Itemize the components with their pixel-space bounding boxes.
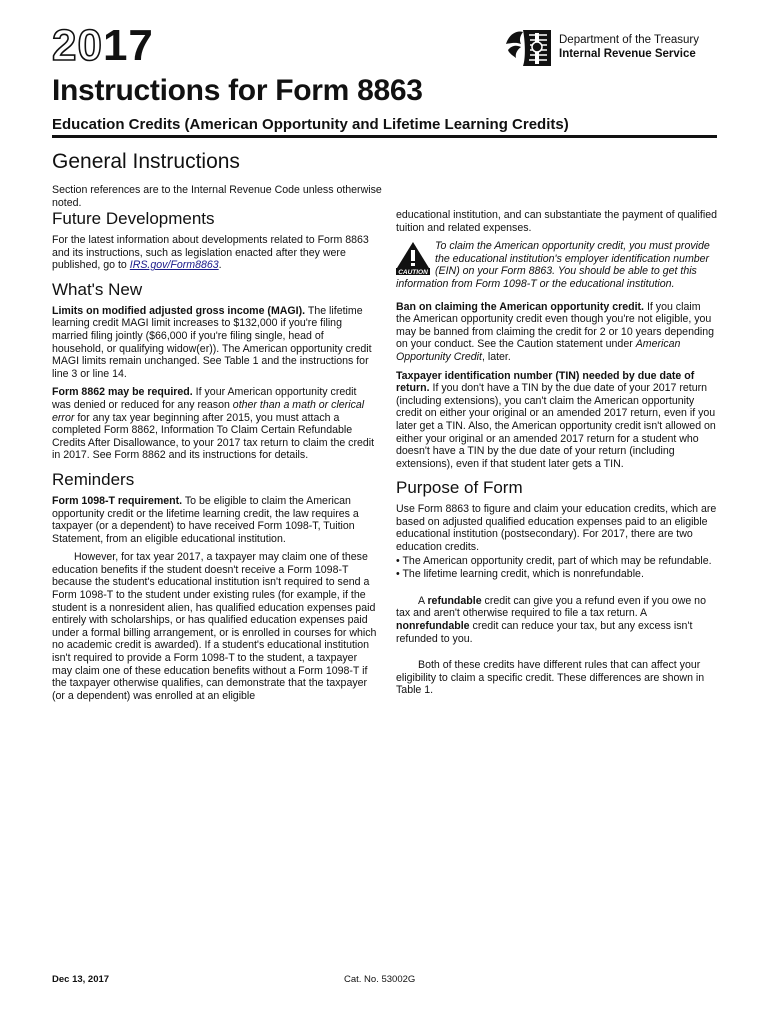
refundable-paragraph: A refundable credit can give you a refund even if you owe no tax and aren't otherwise required to file a tax return. A nonrefundable credit can reduce your tax, but any excess isn't refunded to you. (396, 594, 706, 645)
left-column (52, 209, 378, 708)
form8862-paragraph: Form 8862 may be required. If your American opportunity credit was denied or reduced for any reason other than a math or clerical error for any tax year beginning after 2015, you must attach a completed Form 8862, Information To Claim Certain Refundable Credits After Disallowance, to your 2017 tax return to claim the credit in 2017. See Form 8862 and its instructions for details. (52, 386, 375, 462)
footer-catalog-number: Cat. No. 53002G (344, 974, 416, 985)
year-outline: 20 (52, 21, 103, 70)
caution-note (396, 240, 718, 290)
reminders-heading: Reminders (52, 469, 135, 489)
general-instructions-heading: General Instructions (52, 150, 240, 173)
year-solid: 17 (102, 21, 154, 70)
page-subtitle: Education Credits (American Opportunity and Lifetime Learning Credits) (52, 116, 569, 133)
ban-paragraph: Ban on claiming the American opportunity credit. If you claim the American opportunity credit even though you're not eligible, you may be banned from claiming the credit for 2 or 10 years depending on your conduct. See the Caution statement under American Opportunity Credit, later. (396, 300, 714, 363)
form1098t-paragraph: Form 1098-T requirement. To be eligible to claim the American opportunity credit or the lifetime learning credit, the law requires a taxpayer (or a dependent) to have received Form 1098-T, Tuition Statement, from an eligible educational institution. (52, 494, 359, 545)
caution-icon (396, 241, 430, 275)
reminders-continued: educational institution, and can substantiate the payment of qualified tuition and related expenses. (396, 209, 717, 234)
future-developments-heading: Future Developments (52, 209, 215, 228)
tin-paragraph: Taxpayer identification number (TIN) needed by due date of return. If you don't have a TIN by the due date of your 2017 return (including extensions), you can't claim the American opportunity credit on either your original or an amended 2017 return, even if you later get a TIN. Also, the American opportunity credit isn't allowed on either your original or an amended 2017 return for a student who doesn't have a TIN by the due date of your return (including extensions), even if that student later gets a TIN. (396, 369, 716, 470)
bullet-american-opportunity: • The American opportunity credit, part of which may be refundable. (396, 554, 712, 567)
dept-irs: Internal Revenue Service (559, 48, 696, 60)
whats-new-heading: What's New (52, 279, 143, 299)
right-column (396, 209, 718, 703)
dept-treasury: Department of the Treasury (559, 34, 699, 46)
purpose-paragraph: Use Form 8863 to figure and claim your education credits, which are based on adjusted qualified education expenses paid to an eligible educational institution (postsecondary). For 2017, there are two education credits. (396, 503, 717, 554)
caution-text: To claim the American opportunity credit, you must provide the educational institution's employer identification number (EIN) on your Form 8863. You should be able to get this information from Form 1098-T or the educational institution. (396, 240, 710, 290)
irs-eagle-logo-icon (503, 26, 553, 70)
magi-paragraph: Limits on modified adjusted gross income (MAGI). The lifetime learning credit MAGI limit increases to $132,000 if you're filing married filing jointly ($66,000 if you're filing single, head of household, or qualifying widow(er)). The American opportunity credit MAGI limits remain unchanged. See Table 1 and the instructions for line 3 or line 14. (52, 304, 372, 380)
footer-date: Dec 13, 2017 (52, 974, 110, 985)
purpose-of-form-heading: Purpose of Form (396, 478, 523, 498)
future-developments-text: For the latest information about developments related to Form 8863 and its instructions, such as legislation enacted after they were published, go to IRS.gov/Form8863. (52, 234, 369, 272)
tax-year-paragraph: However, for tax year 2017, a taxpayer may claim one of these education benefits if the student doesn't receive a Form 1098-T because the student's educational institution isn't required to send a Form 1098-T to the student under existing rules (for example, if the student is a nonresident alien, has qualified education expenses paid entirely with scholarships, or has qualified education expenses paid under a formal billing arrangement, or is enrolled in courses for which no academic credit is awarded). If a student's educational institution isn't required to provide a Form 1098-T to the student, a taxpayer may claim one of these education benefits without a Form 1098-T if the taxpayer otherwise qualifies, can demonstrate that the taxpayer (or a dependent) was enrolled at an eligible (52, 551, 377, 702)
bullet-lifetime-learning: • The lifetime learning credit, which is nonrefundable. (396, 568, 644, 581)
header-divider (52, 135, 717, 138)
page-title: Instructions for Form 8863 (52, 74, 423, 107)
intro-text: Section references are to the Internal Revenue Code unless otherwise noted. (52, 184, 382, 209)
caution-label: CAUTION (398, 269, 428, 276)
irs-form8863-link[interactable]: IRS.gov/Form8863 (129, 259, 219, 272)
form-year (52, 22, 154, 70)
differences-paragraph: Both of these credits have different rules that can affect your eligibility to claim a specific credit. These differences are shown in Table 1. (396, 659, 705, 697)
agency-block (559, 33, 699, 61)
